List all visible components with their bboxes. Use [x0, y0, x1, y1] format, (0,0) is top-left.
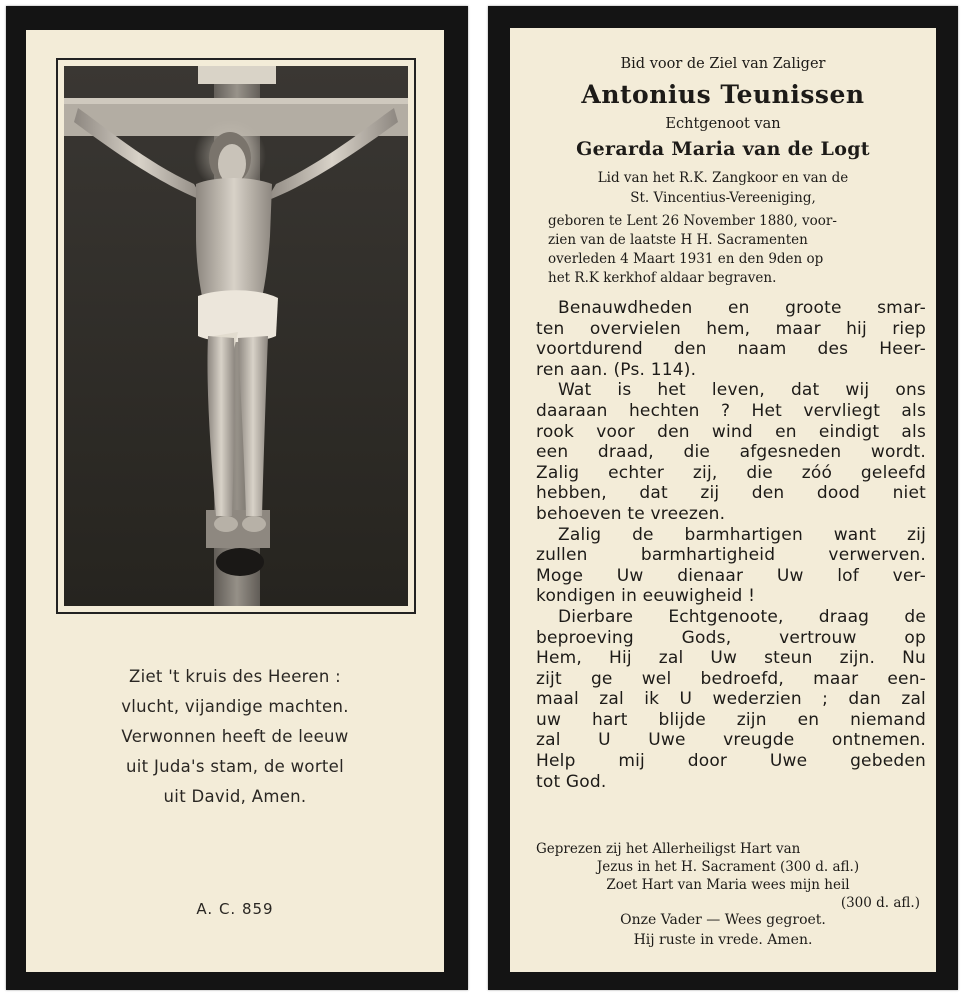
memorial-card-back	[488, 6, 958, 990]
card-back-paper	[510, 28, 936, 972]
closing-prayers	[510, 910, 936, 950]
body-line: uw hart blijde zijn en niemand	[536, 709, 926, 730]
indulgence-line: (300 d. afl.)	[840, 895, 920, 911]
indulgence-prayers	[536, 840, 920, 912]
body-line: tot God.	[536, 771, 607, 792]
card-front-paper	[26, 30, 444, 972]
body-line: zullen barmhartigheid verwerven.	[536, 545, 926, 566]
body-line: Zalig echter zij, die zóó geleefd	[536, 462, 926, 483]
memorial-card-front	[6, 6, 468, 990]
intro-text: Bid voor de Ziel van Zaliger	[620, 56, 826, 72]
deceased-name: Antonius Teunissen	[581, 80, 865, 109]
body-line: hebben, dat zij den dood niet	[536, 483, 926, 504]
body-line: zijt ge wel bedroefd, maar een-	[536, 668, 926, 689]
body-line: beproeving Gods, vertrouw op	[536, 627, 926, 648]
poem-line: Verwonnen heeft de leeuw	[121, 727, 349, 746]
body-line: Wat is het leven, dat wij ons	[558, 380, 926, 401]
poem-text	[26, 662, 444, 812]
indulgence-line: Geprezen zij het Allerheiligst Hart van	[536, 841, 801, 857]
spouse-label: Echtgenoot van	[665, 116, 781, 132]
spouse-name: Gerarda Maria van de Logt	[576, 138, 870, 160]
body-line: Moge Uw dienaar Uw lof ver-	[536, 565, 926, 586]
membership-text	[510, 168, 936, 208]
poem-line: vlucht, vijandige machten.	[121, 697, 349, 716]
body-line: daaraan hechten ? Het vervliegt als	[536, 400, 926, 421]
body-line: zal U Uwe vreugde ontnemen.	[536, 730, 926, 751]
birth-death-details	[548, 212, 930, 288]
dates-line: het R.K kerkhof aldaar begraven.	[548, 270, 777, 286]
body-line: Help mij door Uwe gebeden	[536, 751, 926, 772]
poem-line: uit Juda's stam, de wortel	[125, 757, 345, 776]
dates-line: zien van de laatste H H. Sacramenten	[548, 232, 808, 248]
card-reference-number: A. C. 859	[196, 900, 274, 918]
body-line: Benauwdheden en groote smar-	[558, 298, 926, 318]
membership-line: St. Vincentius-Vereeniging,	[630, 190, 816, 206]
indulgence-line: Jezus in het H. Sacrament (300 d. afl.)	[596, 859, 860, 875]
indulgence-line: Zoet Hart van Maria wees mijn heil	[606, 877, 850, 893]
body-line: ren aan. (Ps. 114).	[536, 359, 697, 380]
dates-line: geboren te Lent 26 November 1880, voor-	[548, 213, 837, 229]
crucifix-image-frame	[56, 58, 416, 614]
body-line: ten overvielen hem, maar hij riep	[536, 318, 926, 339]
poem-line: Ziet 't kruis des Heeren :	[128, 667, 342, 686]
body-line: Hem, Hij zal Uw steun zijn. Nu	[536, 648, 926, 669]
body-line: een draad, die afgesneden wordt.	[536, 442, 926, 463]
crucifix-illustration	[64, 66, 408, 606]
crucifix-image	[64, 66, 408, 606]
memorial-body-text	[536, 298, 926, 792]
poem-line: uit David, Amen.	[163, 787, 307, 806]
body-line: rook voor den wind en eindigt als	[536, 421, 926, 442]
body-line: Dierbare Echtgenoote, draag de	[558, 606, 926, 627]
body-line: maal zal ik U wederzien ; dan zal	[536, 689, 926, 710]
closing-line: Hij ruste in vrede. Amen.	[633, 932, 813, 948]
body-line: kondigen in eeuwigheid !	[536, 586, 756, 607]
body-line: Zalig de barmhartigen want zij	[558, 524, 926, 545]
body-line: voortdurend den naam des Heer-	[536, 339, 926, 360]
dates-line: overleden 4 Maart 1931 en den 9den op	[548, 251, 824, 267]
membership-line: Lid van het R.K. Zangkoor en van de	[597, 170, 849, 186]
closing-line: Onze Vader — Wees gegroet.	[620, 912, 826, 928]
body-line: behoeven te vreezen.	[536, 503, 726, 524]
